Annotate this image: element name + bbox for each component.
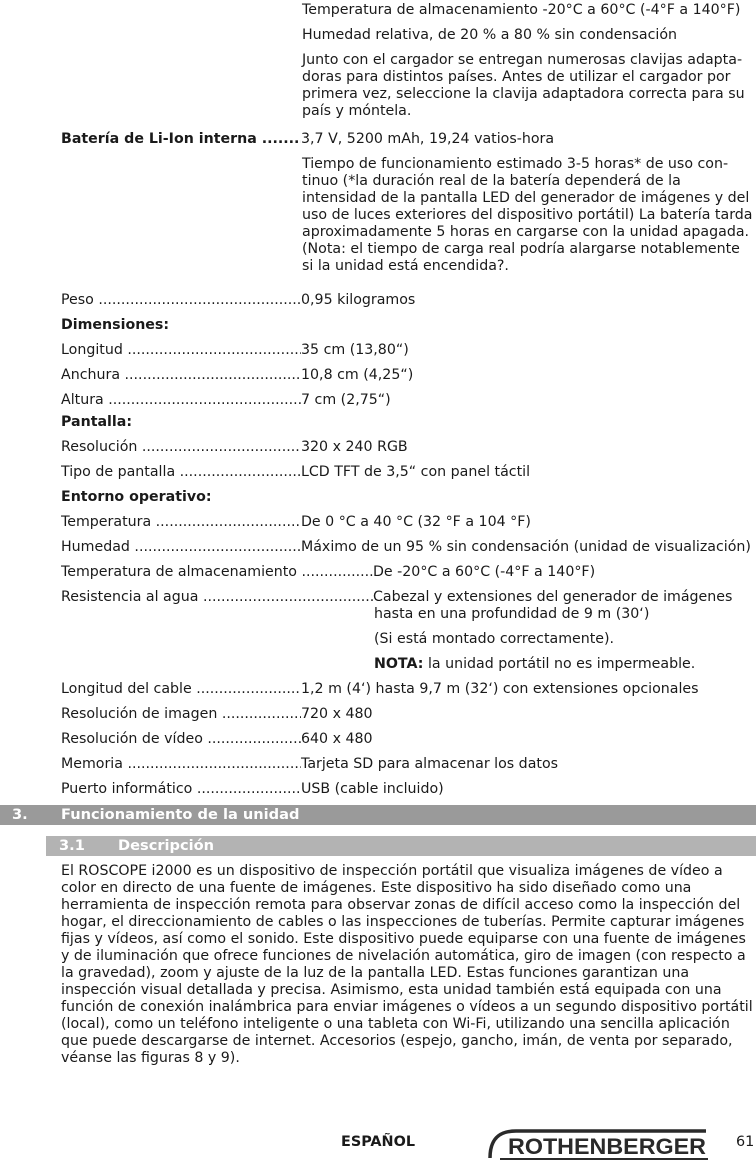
subsection-heading-bar: [46, 836, 756, 856]
logo-text: ROTHENBERGER: [508, 1134, 707, 1159]
port-label: Puerto informático .....: [61, 781, 301, 798]
display-type-value: LCD TFT de 3,5“ con panel táctil: [301, 464, 531, 480]
section-heading-bar: [0, 805, 756, 825]
cable-value: 1,2 m (4‘) hasta 9,7 m (32‘) con extensiones opcionales: [301, 681, 699, 697]
water-value-line2: hasta en una profundidad de 9 m (30‘): [374, 606, 650, 622]
description-paragraph: El ROSCOPE i2000 es un dispositivo de inspección portátil que visualiza imágenes de vídeo a color en directo de una fuente de imágenes. Este dispositivo ha sido diseñado como una herramienta de inspección remota para observar zonas de difícil acceso como la inspección del hogar, el direccionamiento de cables o las inspecciones de tuberías. Permite capturar imágenes fijas y vídeos, así como el sonido. Este dispositivo puede equiparse con una fuente de imágenes y de iluminación que ofrece funciones de nivelación automática, giro de imagen (con respecto a la gravedad), zoom y ajuste de la luz de la pantalla LED. Estas funciones garantizan una inspección visual detallada y precisa. Asimismo, esta unidad también está equipada con una función de conexión inalámbrica para enviar imágenes o vídeos a un segundo dispositivo portátil (local), como un teléfono inteligente o una tableta con Wi-Fi, utilizando una sencilla aplicación que puede descargarse de internet. Accesorios (espejo, gancho, imán, de venta por separado, véanse las figuras 8 y 9).: [61, 863, 753, 1066]
height-label: Altura .....: [61, 392, 301, 409]
water-note-text: la unidad portátil no es impermeable.: [423, 656, 696, 672]
display-type-label: Tipo de pantalla .....: [61, 464, 301, 481]
weight-value: 0,95 kilogramos: [301, 292, 416, 308]
length-value: 35 cm (13,80“): [301, 342, 409, 358]
port-value: USB (cable incluido): [301, 781, 444, 797]
weight-label: Peso .....: [61, 292, 301, 309]
env-humidity-label: Humedad .....: [61, 539, 301, 556]
rothenberger-logo: [486, 1128, 712, 1162]
footer-language: ESPAÑOL: [341, 1134, 416, 1150]
env-humidity-value: Máximo de un 95 % sin condensación (unidad de visualización): [301, 539, 751, 555]
temperature-value: De 0 °C a 40 °C (32 °F a 104 °F): [301, 514, 531, 530]
dimensions-heading: Dimensiones:: [61, 317, 170, 333]
storage-label: Temperatura de almacenamiento .....: [61, 564, 373, 581]
storage-temp-line: Temperatura de almacenamiento -20°C a 60°C (-4°F a 140°F): [302, 2, 741, 18]
subsection-number: 3.1: [59, 837, 85, 854]
resolution-value: 320 x 240 RGB: [301, 439, 408, 455]
temperature-label: Temperatura .....: [61, 514, 301, 531]
resolution-label: Resolución .....: [61, 439, 301, 456]
image-res-label: Resolución de imagen .....: [61, 706, 301, 723]
storage-value: De -20°C a 60°C (-4°F a 140°F): [373, 564, 596, 580]
humidity-line: Humedad relativa, de 20 % a 80 % sin condensación: [302, 27, 678, 43]
battery-label: Batería de Li-Ion interna .....: [61, 131, 301, 148]
section-number: 3.: [12, 806, 28, 823]
video-res-label: Resolución de vídeo .....: [61, 731, 301, 748]
subsection-title: Descripción: [118, 837, 215, 854]
environment-heading: Entorno operativo:: [61, 489, 212, 505]
charger-note: Junto con el cargador se entregan numerosas clavijas adapta-doras para distintos países. Antes de utilizar el cargador por primera vez, seleccione la clavija adaptadora correcta para su país y móntela.: [302, 52, 745, 119]
image-res-value: 720 x 480: [301, 706, 373, 722]
battery-note: Tiempo de funcionamiento estimado 3-5 horas* de uso con-tinuo (*la duración real de la batería dependerá de la intensidad de la pantalla LED del generador de imágenes y del uso de luces exteriores del dispositivo portátil) La batería tarda aproximadamente 5 horas en cargarse con la unidad apagada. (Nota: el tiempo de carga real podría alargarse notablemente si la unidad está encendida?.: [302, 156, 753, 274]
width-label: Anchura .....: [61, 367, 301, 384]
memory-value: Tarjeta SD para almacenar los datos: [301, 756, 559, 772]
height-value: 7 cm (2,75“): [301, 392, 391, 408]
video-res-value: 640 x 480: [301, 731, 373, 747]
cable-label: Longitud del cable .....: [61, 681, 301, 698]
display-heading: Pantalla:: [61, 414, 133, 430]
water-label: Resistencia al agua .....: [61, 589, 373, 606]
water-value-line1: Cabezal y extensiones del generador de imágenes: [373, 589, 733, 605]
water-value-line3: (Si está montado correctamente).: [374, 631, 615, 647]
battery-value: 3,7 V, 5200 mAh, 19,24 vatios-hora: [301, 131, 555, 147]
water-note: [374, 656, 695, 673]
page-number: 61: [736, 1134, 755, 1150]
length-label: Longitud .....: [61, 342, 301, 359]
water-note-label: NOTA:: [374, 656, 424, 672]
width-value: 10,8 cm (4,25“): [301, 367, 414, 383]
memory-label: Memoria .....: [61, 756, 301, 773]
section-title: Funcionamiento de la unidad: [61, 806, 300, 823]
